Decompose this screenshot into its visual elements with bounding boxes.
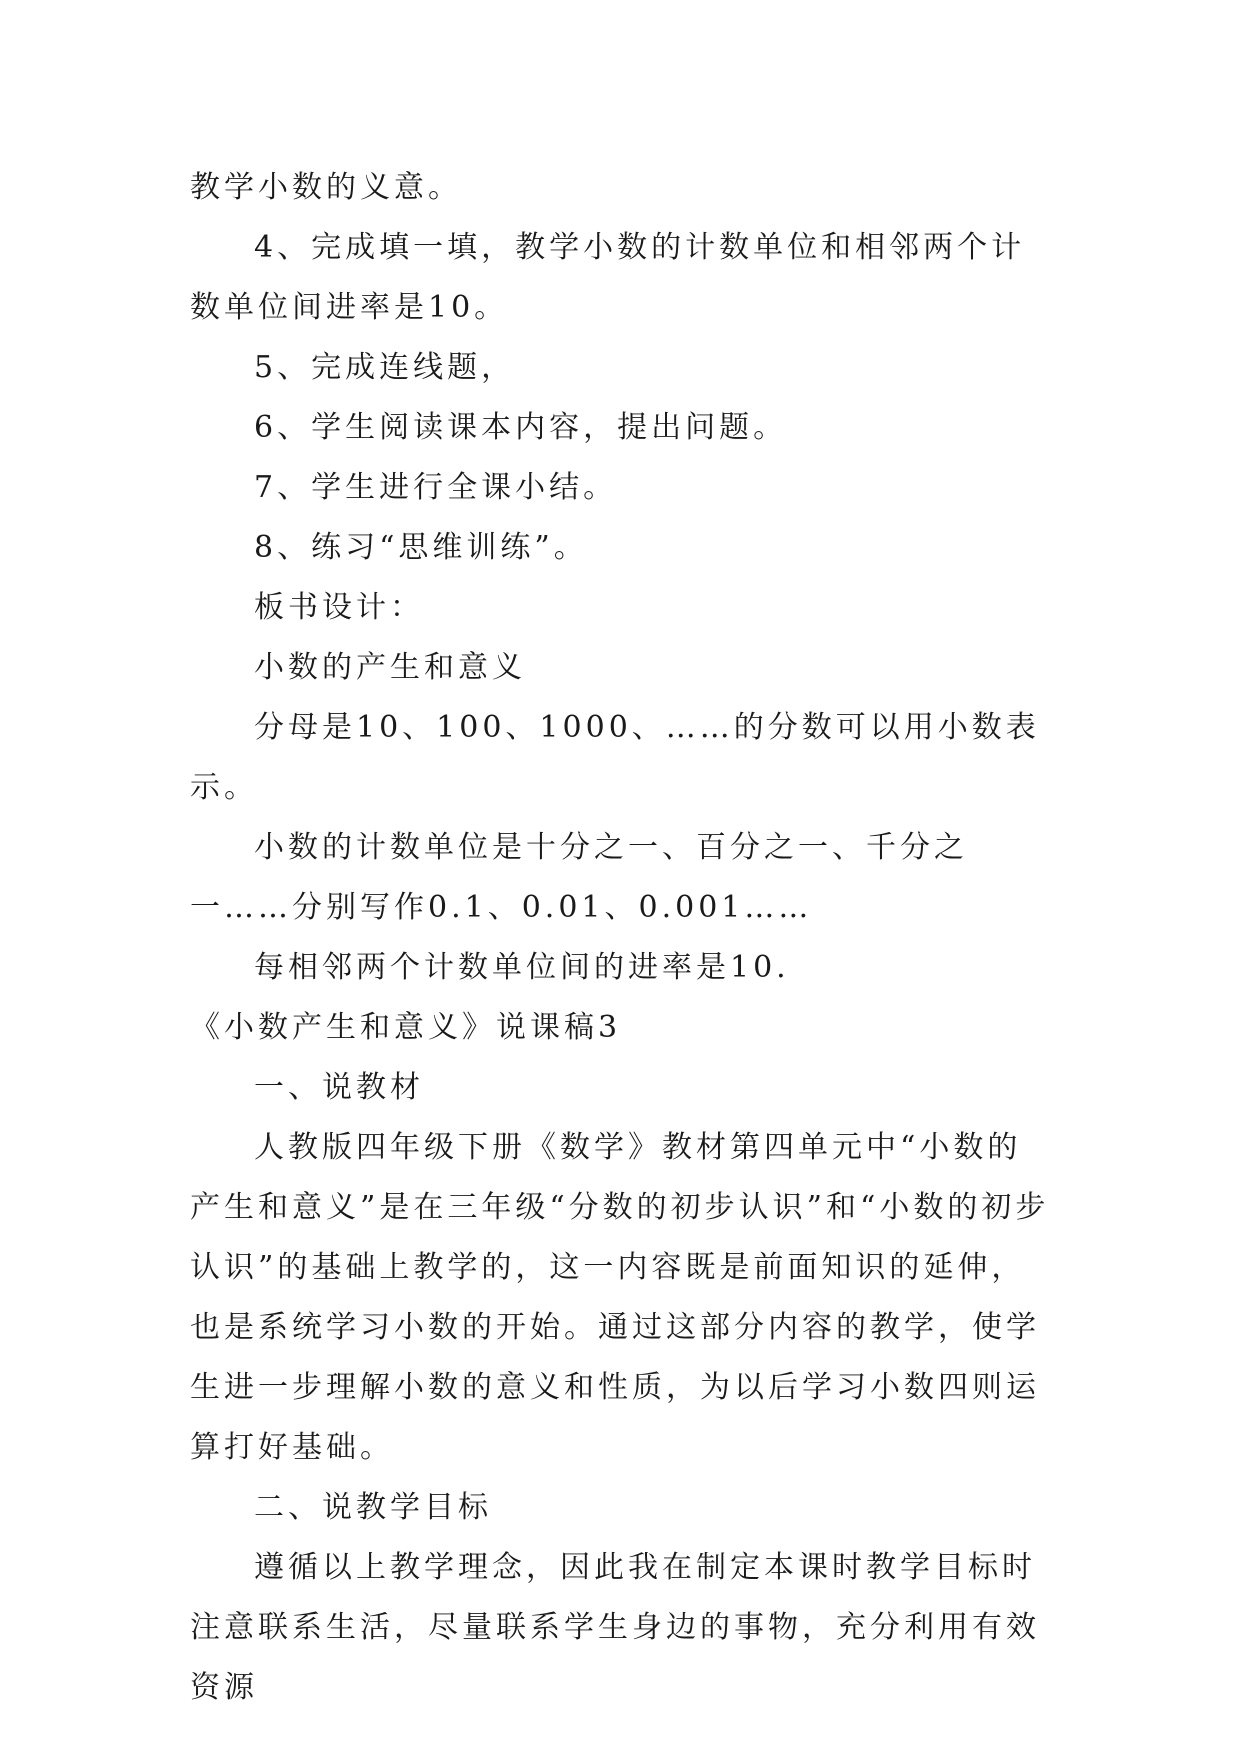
paragraph-step-6: 6、学生阅读课本内容，提出问题。	[254, 410, 788, 445]
paragraph-board-denominators: 分母是10、100、1000、……的分数可以用小数表示。	[190, 710, 1040, 805]
paragraph-board-ratio: 每相邻两个计数单位间的进率是10.	[254, 950, 790, 985]
paragraph-meaning-continued: 教学小数的义意。	[190, 170, 462, 205]
paragraph-textbook-description: 人教版四年级下册《数学》教材第四单元中“小数的产生和意义”是在三年级“分数的初步认识”和“小数的初步认识”的基础上教学的，这一内容既是前面知识的延伸，也是系统学习小数的开始。通过这部分内容的教学，使学生进一步理解小数的意义和性质，为以后学习小数四则运算打好基础。	[190, 1130, 1050, 1465]
paragraph-board-counting-units: 小数的计数单位是十分之一、百分之一、千分之一……分别写作0.1、0.01、0.001……	[190, 830, 968, 925]
document-body	[190, 158, 1054, 1718]
paragraph-teaching-goals: 遵循以上教学理念，因此我在制定本课时教学目标时注意联系生活，尽量联系学生身边的事物，充分利用有效资源	[190, 1550, 1040, 1705]
paragraph-board-design-label: 板书设计：	[254, 590, 424, 625]
heading-textbook: 一、说教材	[254, 1070, 424, 1105]
paragraph-step-8: 8、练习“思维训练”。	[254, 530, 588, 565]
paragraph-board-title: 小数的产生和意义	[254, 650, 526, 685]
paragraph-step-4: 4、完成填一填，教学小数的计数单位和相邻两个计数单位间进率是10。	[190, 230, 1026, 325]
section-title-lecture-3: 《小数产生和意义》说课稿3	[190, 1010, 622, 1045]
heading-teaching-goals: 二、说教学目标	[254, 1490, 492, 1525]
paragraph-step-5: 5、完成连线题，	[254, 350, 516, 385]
paragraph-step-7: 7、学生进行全课小结。	[254, 470, 618, 505]
